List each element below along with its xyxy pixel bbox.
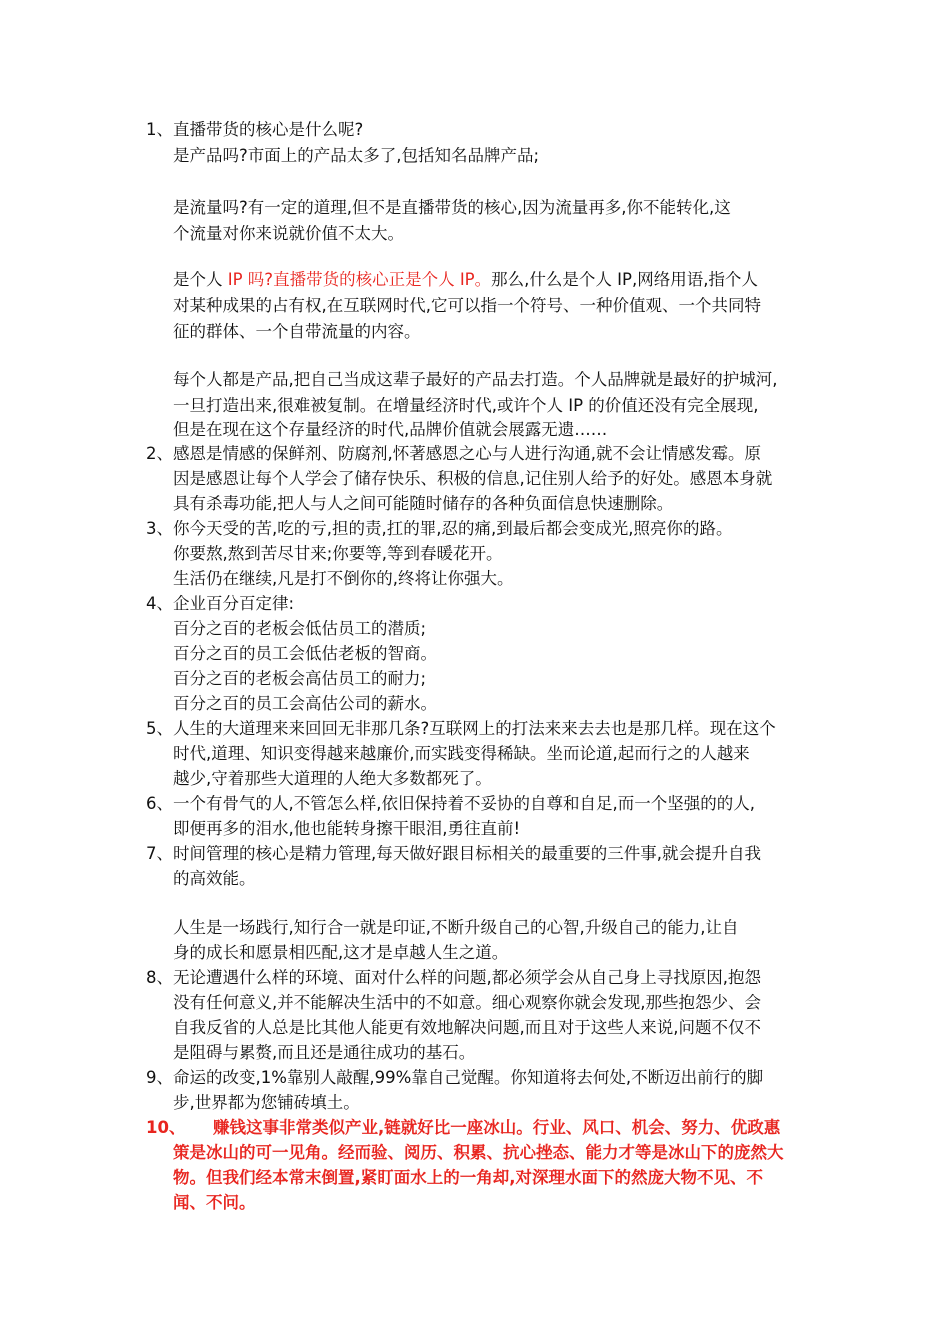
item-1-line: 每个人都是产品,把自己当成这辈子最好的产品去打造。个人品牌就是最好的护城河, (173, 370, 778, 389)
item-9-line: 命运的改变,1%靠别人敲醒,99%靠自己觉醒。你知道将去何处,不断迈出前行的脚 (173, 1068, 764, 1087)
item-1-line: 征的群体、一个自带流量的内容。 (173, 322, 421, 341)
ip-highlight: IP 吗?直播带货的核心正是个人 IP。 (227, 270, 492, 289)
item-2-line: 感恩是情感的保鲜剂、防腐剂,怀著感恩之心与人进行沟通,就不会让情感发霉。原 (173, 444, 761, 463)
item-1-line: 是产品吗?市面上的产品太多了,包括知名品牌产品; (173, 146, 540, 165)
item-number: 2、 (146, 444, 173, 463)
item-3-line: 你今天受的苦,吃的亏,担的责,扛的罪,忍的痛,到最后都会变成光,照亮你的路。 (173, 519, 733, 538)
item-5-line: 人生的大道理来来回回无非那几条?互联网上的打法来来去去也是那几样。现在这个 (173, 719, 776, 738)
item-7-line: 的高效能。 (173, 869, 256, 888)
item-10-line: 赚钱这事非常类似产业,链就好比一座冰山。行业、风口、机会、努力、优政惠 (213, 1118, 781, 1137)
ip-rest: 那么,什么是个人 IP,网络用语,指个人 (491, 270, 758, 289)
item-1-line: 是流量吗?有一定的道理,但不是直播带货的核心,因为流量再多,你不能转化,这 (173, 198, 731, 217)
item-7-line: 身的成长和愿景相匹配,这才是卓越人生之道。 (173, 943, 509, 962)
item-10-line: 策是冰山的可一见角。经而验、阅历、积累、抗心挫态、能力才等是冰山下的庞然大 (173, 1143, 784, 1162)
item-7-line: 时间管理的核心是精力管理,每天做好跟目标相关的最重要的三件事,就会提升自我 (173, 844, 761, 863)
item-number: 1、 (146, 120, 173, 139)
item-4-line: 百分之百的员工会低估老板的智商。 (173, 644, 437, 663)
item-6-line: 即便再多的泪水,他也能转身擦干眼泪,勇往直前! (173, 819, 521, 838)
item-8-line: 自我反省的人总是比其他人能更有效地解决问题,而且对于这些人来说,问题不仅不 (173, 1018, 761, 1037)
item-number: 10、 (146, 1118, 186, 1137)
item-number: 4、 (146, 594, 173, 613)
item-3-line: 生活仍在继续,凡是打不倒你的,终将让你强大。 (173, 569, 514, 588)
item-10-line: 物。但我们经本常末倒置,紧盯面水上的一角却,对深理水面下的然庞大物不见、不 (173, 1168, 764, 1187)
item-4-line: 百分之百的老板会低估员工的潜质; (173, 619, 427, 638)
item-2-line: 因是感恩让每个人学会了储存快乐、积极的信息,记住别人给予的好处。感恩本身就 (173, 469, 773, 488)
item-10-line: 闻、不问。 (173, 1193, 256, 1212)
item-8-line: 没有任何意义,并不能解决生活中的不如意。细心观察你就会发现,那些抱怨少、会 (173, 993, 761, 1012)
item-1-line: 但是在现在这个存量经济的时代,品牌价值就会展露无遗…… (173, 420, 608, 439)
item-1-line: 一旦打造出来,很难被复制。在增量经济时代,或许个人 IP 的价值还没有完全展现, (173, 396, 759, 415)
item-3-line: 你要熬,熬到苦尽甘来;你要等,等到春暖花开。 (173, 544, 503, 563)
item-4-line: 百分之百的员工会高估公司的薪水。 (173, 694, 437, 713)
item-number: 9、 (146, 1068, 173, 1087)
item-number: 3、 (146, 519, 173, 538)
item-6-line: 一个有骨气的人,不管怎么样,依旧保持着不妥协的自尊和自足,而一个坚强的的人, (173, 794, 755, 813)
item-1-ip-line (173, 267, 758, 293)
item-4-line: 百分之百的老板会高估员工的耐力; (173, 669, 427, 688)
item-7-line: 人生是一场践行,知行合一就是印证,不断升级自己的心智,升级自己的能力,让自 (173, 918, 739, 937)
ip-prefix: 是个人 (173, 270, 228, 289)
item-8-line: 是阻碍与累赘,而且还是通往成功的基石。 (173, 1043, 476, 1062)
item-number: 6、 (146, 794, 173, 813)
item-4-line: 企业百分百定律: (173, 594, 295, 613)
item-1-line: 对某种成果的占有权,在互联网时代,它可以指一个符号、一种价值观、一个共同特 (173, 296, 761, 315)
item-5-line: 时代,道理、知识变得越来越廉价,而实践变得稀缺。坐而论道,起而行之的人越来 (173, 744, 750, 763)
item-number: 5、 (146, 719, 173, 738)
item-1-line: 直播带货的核心是什么呢? (173, 120, 364, 139)
item-8-line: 无论遭遇什么样的环境、面对什么样的问题,都必须学会从自己身上寻找原因,抱怨 (173, 968, 761, 987)
item-5-line: 越少,守着那些大道理的人绝大多数都死了。 (173, 769, 492, 788)
item-number: 8、 (146, 968, 173, 987)
item-1-line: 个流量对你来说就价值不太大。 (173, 224, 404, 243)
item-9-line: 步,世界都为您铺砖填土。 (173, 1093, 360, 1112)
item-2-line: 具有杀毒功能,把人与人之间可能随时储存的各种负面信息快速删除。 (173, 494, 674, 513)
item-number: 7、 (146, 844, 173, 863)
